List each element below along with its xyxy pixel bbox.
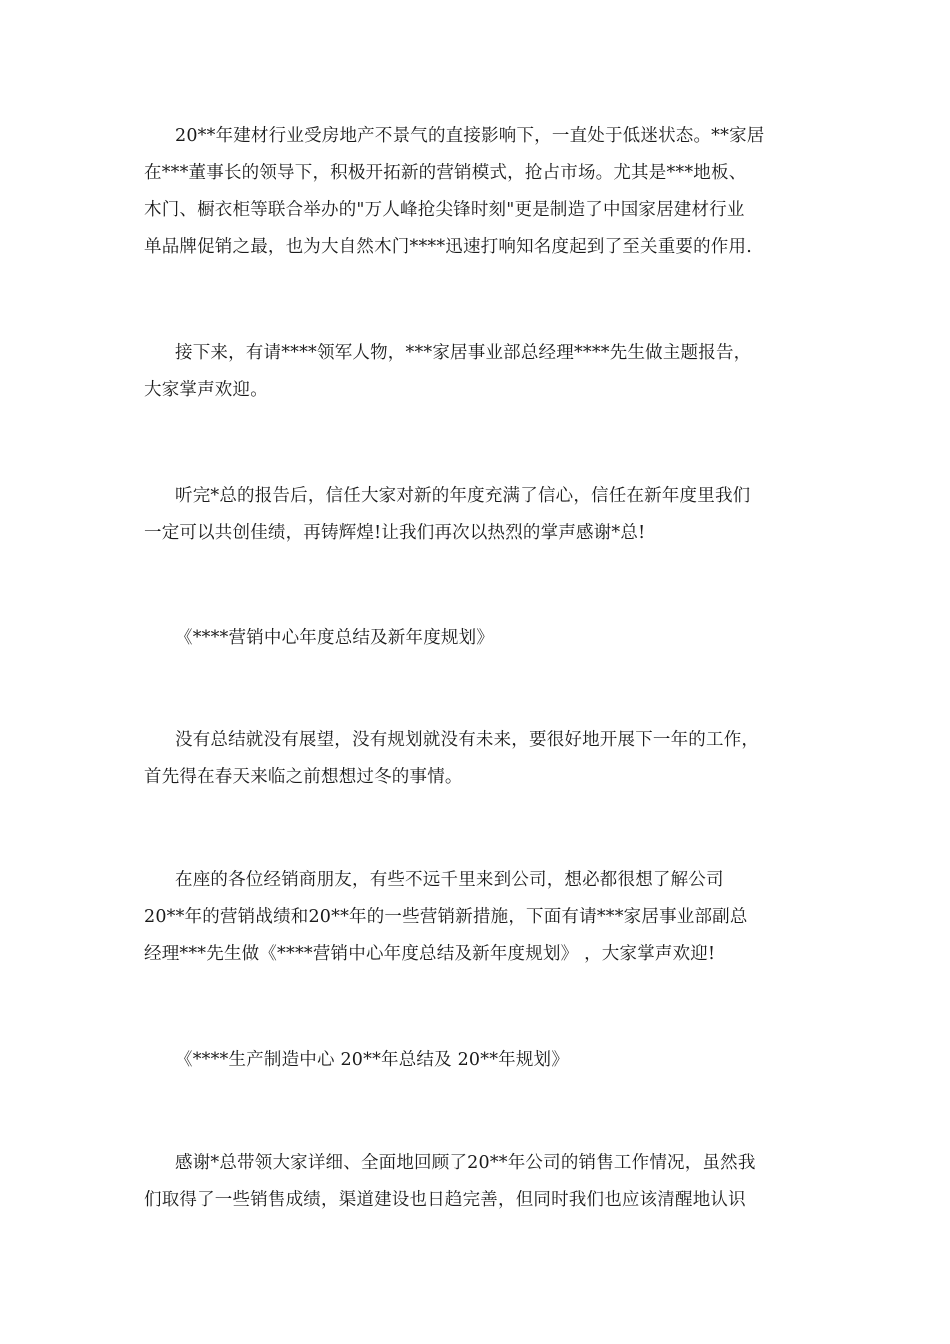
text-line: 听完*总的报告后，信任大家对新的年度充满了信心，信任在新年度里我们 xyxy=(175,486,751,506)
paragraph-keynote-intro xyxy=(144,335,809,409)
text-line: 《****营销中心年度总结及新年度规划》 xyxy=(175,628,494,648)
text-line: 在***董事长的领导下，积极开拓新的营销模式，抢占市场。尤其是***地板、 xyxy=(144,163,747,183)
text-line: 大家掌声欢迎。 xyxy=(144,380,268,400)
text-line: 20**年建材行业受房地产不景气的直接影响下，一直处于低迷状态。**家居 xyxy=(175,126,765,146)
text-line: 在座的各位经销商朋友，有些不远千里来到公司，想必都很想了解公司 xyxy=(175,870,724,890)
paragraph-industry-overview xyxy=(144,118,809,266)
text-line: 经理***先生做《****营销中心年度总结及新年度规划》 ，大家掌声欢迎! xyxy=(144,944,716,964)
paragraph-thanks xyxy=(144,478,809,552)
text-line: 单品牌促销之最，也为大自然木门****迅速打响知名度起到了至关重要的作用. xyxy=(144,237,752,257)
text-line: 20**年的营销战绩和20**年的一些营销新措施，下面有请***家居事业部副总 xyxy=(144,907,748,927)
text-line: 没有总结就没有展望，没有规划就没有未来，要很好地开展下一年的工作， xyxy=(175,730,760,750)
section-title-marketing xyxy=(144,620,809,657)
text-line: 感谢*总带领大家详细、全面地回顾了20**年公司的销售工作情况，虽然我 xyxy=(175,1153,756,1173)
text-line: 接下来，有请****领军人物，***家居事业部总经理****先生做主题报告， xyxy=(175,343,752,363)
text-line: 《****生产制造中心 20**年总结及 20**年规划》 xyxy=(175,1050,569,1070)
text-line: 首先得在春天来临之前想想过冬的事情。 xyxy=(144,767,463,787)
text-line: 们取得了一些销售成绩，渠道建设也日趋完善，但同时我们也应该清醒地认识 xyxy=(144,1190,746,1210)
text-line: 一定可以共创佳绩，再铸辉煌!让我们再次以热烈的掌声感谢*总! xyxy=(144,523,646,543)
paragraph-dealers xyxy=(144,862,809,973)
paragraph-sales-review xyxy=(144,1145,809,1219)
section-title-production xyxy=(144,1042,809,1079)
paragraph-summary-planning xyxy=(144,722,809,796)
text-line: 木门、橱衣柜等联合举办的"万人峰抢尖锋时刻"更是制造了中国家居建材行业 xyxy=(144,200,745,220)
